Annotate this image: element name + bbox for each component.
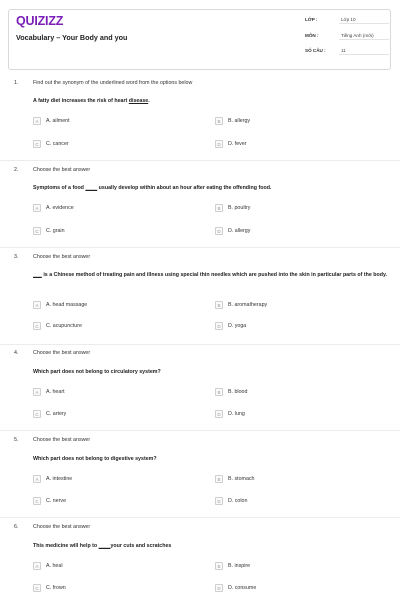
option-label: C. artery <box>46 411 67 417</box>
question-text-after: . <box>148 98 150 104</box>
option-label: C. nerve <box>46 498 67 504</box>
option-label: B. inspire <box>228 563 251 569</box>
question-instruction: Find out the synonym of the underlined word from the options below <box>33 80 193 86</box>
option-label: C. acupuncture <box>46 323 82 329</box>
question-text-after: usually develop within about an hour after eating the offending food. <box>97 185 272 191</box>
question-number: 3. <box>14 254 19 260</box>
option-label: D. colon <box>228 498 248 504</box>
question-divider <box>0 247 400 248</box>
meta-underline <box>339 54 389 55</box>
option-letter-badge: C <box>33 497 41 505</box>
option-label: A. intestine <box>46 476 73 482</box>
question-divider <box>0 517 400 518</box>
meta-underline <box>339 39 389 40</box>
answer-option[interactable] <box>33 301 183 310</box>
answer-option[interactable] <box>33 227 183 236</box>
option-letter-badge: D <box>215 227 223 235</box>
question-divider <box>0 430 400 431</box>
question-number: 5. <box>14 437 19 443</box>
option-letter-badge: A <box>33 301 41 309</box>
option-label: B. allergy <box>228 118 251 124</box>
question-instruction: Choose the best answer <box>33 350 91 356</box>
option-letter-badge: D <box>215 410 223 418</box>
option-letter-badge: A <box>33 475 41 483</box>
answer-option[interactable] <box>215 140 365 149</box>
meta-label: SỐ CÂU : <box>305 48 326 53</box>
option-label: D. fever <box>228 141 247 147</box>
answer-option[interactable] <box>215 301 365 310</box>
answer-option[interactable] <box>215 497 365 506</box>
question-text <box>33 184 388 193</box>
option-letter-badge: B <box>215 117 223 125</box>
option-letter-badge: D <box>215 584 223 592</box>
option-letter-badge: B <box>215 562 223 570</box>
question-text-after: your cuts and scratches <box>110 543 172 549</box>
quizizz-logo: QUIZIZZ <box>16 14 64 28</box>
option-letter-badge: D <box>215 322 223 330</box>
option-letter-badge: B <box>215 475 223 483</box>
answer-option[interactable] <box>33 584 183 593</box>
question-number: 1. <box>14 80 19 86</box>
question-instruction: Choose the best answer <box>33 437 91 443</box>
option-label: A. head massage <box>46 302 88 308</box>
question-instruction: Choose the best answer <box>33 167 91 173</box>
option-label: A. evidence <box>46 205 74 211</box>
option-letter-badge: B <box>215 204 223 212</box>
option-label: D. consume <box>228 585 257 591</box>
question-underlined: ___ <box>33 272 42 278</box>
option-letter-badge: C <box>33 584 41 592</box>
answer-option[interactable] <box>215 117 365 126</box>
option-letter-badge: C <box>33 322 41 330</box>
option-label: D. allergy <box>228 228 251 234</box>
answer-option[interactable] <box>33 388 183 397</box>
meta-value: Tiếng Anh (mới) <box>341 33 374 38</box>
option-label: B. blood <box>228 389 248 395</box>
question-underlined: ____ <box>85 185 98 191</box>
option-label: B. poultry <box>228 205 251 211</box>
question-text <box>33 455 388 464</box>
question-text <box>33 542 388 551</box>
answer-option[interactable] <box>33 410 183 419</box>
worksheet-title: Vocabulary – Your Body and you <box>16 33 128 42</box>
option-label: D. lung <box>228 411 245 417</box>
answer-option[interactable] <box>33 562 183 571</box>
answer-option[interactable] <box>215 562 365 571</box>
answer-option[interactable] <box>215 227 365 236</box>
option-letter-badge: B <box>215 301 223 309</box>
option-label: B. stomach <box>228 476 255 482</box>
question-text <box>33 368 388 377</box>
answer-option[interactable] <box>33 204 183 213</box>
question-text-after: is a Chinese method of treating pain and illness using special thin needles which are pushed into the skin in particular parts of the body. <box>41 272 387 278</box>
question-underlined: ____ <box>98 543 111 549</box>
option-label: B. aromatherapy <box>228 302 268 308</box>
option-letter-badge: B <box>215 388 223 396</box>
option-letter-badge: C <box>33 410 41 418</box>
option-label: C. grain <box>46 228 65 234</box>
option-label: A. heart <box>46 389 65 395</box>
meta-underline <box>339 23 389 24</box>
question-number: 4. <box>14 350 19 356</box>
question-text <box>33 97 388 106</box>
option-letter-badge: A <box>33 562 41 570</box>
answer-option[interactable] <box>215 322 365 331</box>
option-label: C. cancer <box>46 141 69 147</box>
answer-option[interactable] <box>33 497 183 506</box>
answer-option[interactable] <box>215 584 365 593</box>
question-text-before: Which part does not belong to digestive system? <box>33 456 157 462</box>
option-letter-badge: A <box>33 117 41 125</box>
answer-option[interactable] <box>33 322 183 331</box>
meta-value: Lớp 10 <box>341 17 356 22</box>
question-divider <box>0 160 400 161</box>
question-text-before: Symptoms of a food <box>33 185 86 191</box>
option-label: A. heal <box>46 563 63 569</box>
question-underlined: disease <box>128 98 149 104</box>
option-letter-badge: D <box>215 140 223 148</box>
answer-option[interactable] <box>215 204 365 213</box>
answer-option[interactable] <box>33 140 183 149</box>
option-label: D. yoga <box>228 323 247 329</box>
answer-option[interactable] <box>215 475 365 484</box>
answer-option[interactable] <box>33 117 183 126</box>
question-divider <box>0 344 400 345</box>
meta-value: 11 <box>341 48 346 53</box>
option-letter-badge: C <box>33 227 41 235</box>
meta-label: MÔN : <box>305 33 319 38</box>
question-text-before: This medicine will help to <box>33 543 99 549</box>
answer-option[interactable] <box>215 410 365 419</box>
option-letter-badge: A <box>33 388 41 396</box>
question-instruction: Choose the best answer <box>33 524 91 530</box>
answer-option[interactable] <box>215 388 365 397</box>
answer-option[interactable] <box>33 475 183 484</box>
question-number: 6. <box>14 524 19 530</box>
option-letter-badge: C <box>33 140 41 148</box>
option-label: C. frown <box>46 585 66 591</box>
question-text-before: Which part does not belong to circulatory system? <box>33 369 161 375</box>
question-text <box>33 271 388 280</box>
question-number: 2. <box>14 167 19 173</box>
question-instruction: Choose the best answer <box>33 254 91 260</box>
question-text-before: A fatty diet increases the risk of heart <box>33 98 129 104</box>
option-letter-badge: D <box>215 497 223 505</box>
meta-label: LỚP : <box>305 17 318 22</box>
option-letter-badge: A <box>33 204 41 212</box>
option-label: A. ailment <box>46 118 70 124</box>
